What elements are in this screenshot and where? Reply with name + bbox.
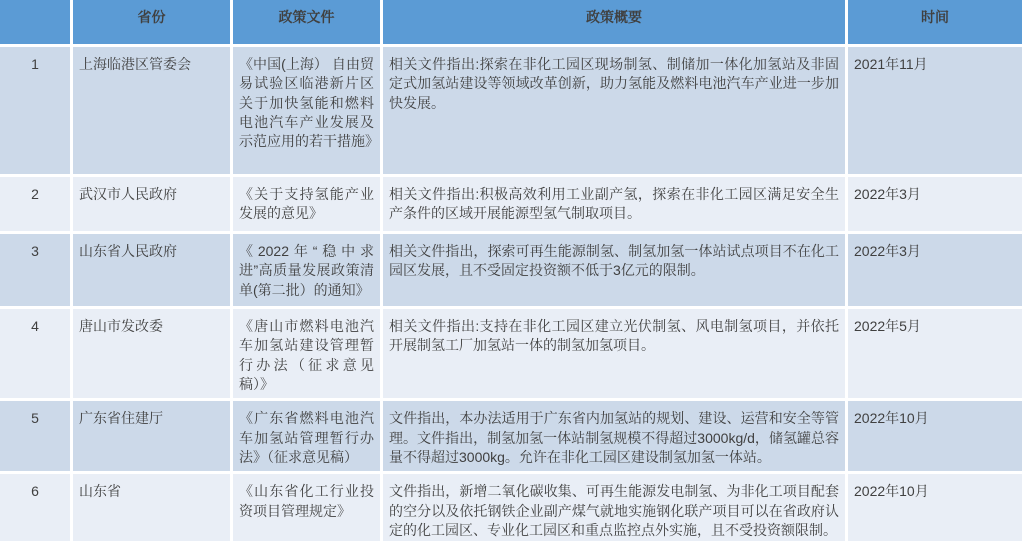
summary-cell: 相关文件指出，探索可再生能源制氢、制氢加氢一体站试点项目不在化工园区发展，且不受固定投资额不低于3亿元的限制。 [383, 234, 848, 309]
row-index: 5 [0, 401, 73, 474]
document-cell: 《山东省化工行业投资项目管理规定》 [233, 474, 383, 541]
table-row [0, 474, 1022, 541]
time-cell: 2022年10月 [848, 401, 1022, 474]
row-index: 1 [0, 47, 73, 177]
province-cell: 广东省住建厅 [73, 401, 233, 474]
table-row [0, 401, 1022, 474]
row-index: 4 [0, 309, 73, 401]
time-cell: 2022年5月 [848, 309, 1022, 401]
row-index: 6 [0, 474, 73, 541]
summary-cell: 文件指出，本办法适用于广东省内加氢站的规划、建设、运营和安全等管理。文件指出，制氢加氢一体站制氢规模不得超过3000kg/d，储氢罐总容量不得超过3000kg。允许在非化工园区建设制氢加氢一体站。 [383, 401, 848, 474]
province-cell: 山东省 [73, 474, 233, 541]
document-cell: 《2022年“稳中求进”高质量发展政策清单(第二批）的通知》 [233, 234, 383, 309]
time-cell: 2022年10月 [848, 474, 1022, 541]
table-header-row [0, 0, 1022, 47]
document-cell: 《关于支持氢能产业发展的意见》 [233, 177, 383, 234]
header-summary: 政策概要 [383, 0, 848, 47]
table-row [0, 234, 1022, 309]
province-cell: 武汉市人民政府 [73, 177, 233, 234]
time-cell: 2021年11月 [848, 47, 1022, 177]
header-time: 时间 [848, 0, 1022, 47]
document-cell: 《中国(上海） 自由贸易试验区临港新片区关于加快氢能和燃料电池汽车产业发展及示范应用的若干措施》 [233, 47, 383, 177]
table-row [0, 309, 1022, 401]
row-index: 2 [0, 177, 73, 234]
table-row [0, 177, 1022, 234]
header-index [0, 0, 73, 47]
province-cell: 上海临港区管委会 [73, 47, 233, 177]
time-cell: 2022年3月 [848, 177, 1022, 234]
document-cell: 《广东省燃料电池汽车加氢站管理暂行办法》（征求意见稿） [233, 401, 383, 474]
header-province: 省份 [73, 0, 233, 47]
header-document: 政策文件 [233, 0, 383, 47]
province-cell: 唐山市发改委 [73, 309, 233, 401]
province-cell: 山东省人民政府 [73, 234, 233, 309]
time-cell: 2022年3月 [848, 234, 1022, 309]
document-cell: 《唐山市燃料电池汽车加氢站建设管理暂行办法（征求意见稿）》 [233, 309, 383, 401]
summary-cell: 相关文件指出:探索在非化工园区现场制氢、制储加一体化加氢站及非固定式加氢站建设等领域改革创新，助力氢能及燃料电池汽车产业进一步加快发展。 [383, 47, 848, 177]
summary-cell: 相关文件指出:积极高效利用工业副产氢，探索在非化工园区满足安全生产条件的区域开展能源型氢气制取项目。 [383, 177, 848, 234]
summary-cell: 相关文件指出:支持在非化工园区建立光伏制氢、风电制氢项目，并依托开展制氢工厂加氢站一体的制氢加氢项目。 [383, 309, 848, 401]
summary-cell: 文件指出，新增二氧化碳收集、可再生能源发电制氢、为非化工项目配套的空分以及依托钢铁企业副产煤气就地实施钢化联产项目可以在省政府认定的化工园区、专业化工园区和重点监控点外实施，且不受投资额限制。 [383, 474, 848, 541]
table-row [0, 47, 1022, 177]
row-index: 3 [0, 234, 73, 309]
